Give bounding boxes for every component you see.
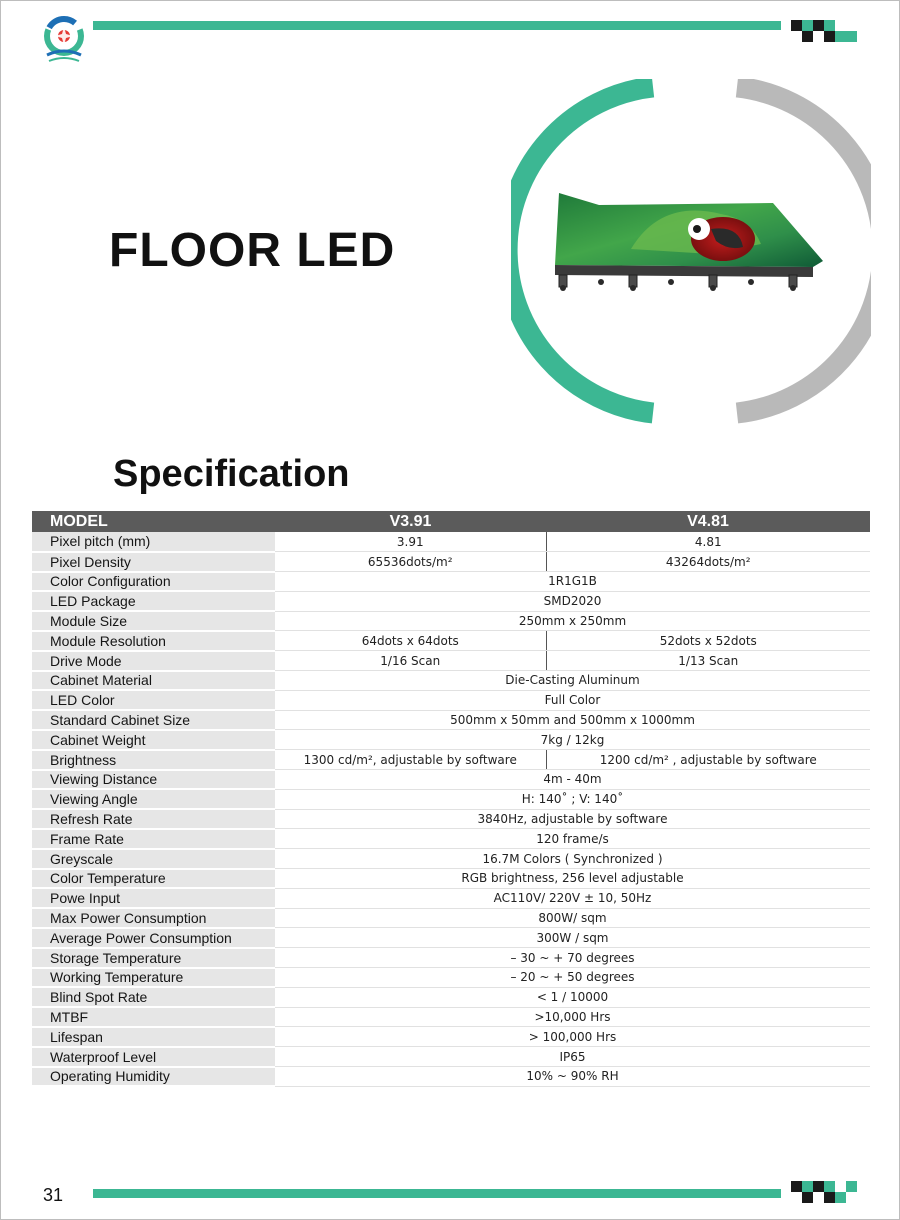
spec-label: Viewing Angle xyxy=(32,789,275,809)
spec-label: Frame Rate xyxy=(32,829,275,849)
table-row xyxy=(32,631,870,651)
table-header-row xyxy=(32,511,870,532)
table-row xyxy=(32,690,870,710)
footer-accent-bar xyxy=(93,1189,781,1198)
spec-label: Refresh Rate xyxy=(32,809,275,829)
spec-value: 800W/ sqm xyxy=(275,908,870,928)
spec-value: H: 140˚ ; V: 140˚ xyxy=(275,789,870,809)
spec-label: Greyscale xyxy=(32,849,275,869)
spec-label: Cabinet Weight xyxy=(32,730,275,750)
spec-value: >10,000 Hrs xyxy=(275,1007,870,1027)
spec-value: 16.7M Colors ( Synchronized ) xyxy=(275,849,870,869)
spec-value: Die-Casting Aluminum xyxy=(275,671,870,691)
spec-label: Color Configuration xyxy=(32,572,275,592)
spec-label: Pixel pitch (mm) xyxy=(32,532,275,552)
spec-label: Module Size xyxy=(32,611,275,631)
table-row xyxy=(32,1027,870,1047)
header-model: MODEL xyxy=(32,511,275,532)
spec-value-v391: 64dots x 64dots xyxy=(275,631,546,651)
spec-value-v481: 52dots x 52dots xyxy=(546,631,870,651)
spec-value: 10% ~ 90% RH xyxy=(275,1067,870,1087)
spec-value: SMD2020 xyxy=(275,591,870,611)
product-hero-illustration xyxy=(511,79,871,424)
table-row xyxy=(32,1007,870,1027)
spec-value: 3840Hz, adjustable by software xyxy=(275,809,870,829)
spec-value: AC110V/ 220V ± 10, 50Hz xyxy=(275,888,870,908)
table-row xyxy=(32,532,870,552)
spec-value-v391: 1300 cd/m², adjustable by software xyxy=(275,750,546,770)
spec-value: 120 frame/s xyxy=(275,829,870,849)
spec-label: LED Color xyxy=(32,690,275,710)
table-row xyxy=(32,710,870,730)
spec-label: Color Temperature xyxy=(32,869,275,889)
spec-label: Operating Humidity xyxy=(32,1067,275,1087)
spec-value: 300W / sqm xyxy=(275,928,870,948)
table-row xyxy=(32,829,870,849)
spec-value: Full Color xyxy=(275,690,870,710)
spec-value: IP65 xyxy=(275,1047,870,1067)
spec-value-v481: 43264dots/m² xyxy=(546,552,870,572)
table-row xyxy=(32,1067,870,1087)
spec-value-v481: 1200 cd/m² , adjustable by software xyxy=(546,750,870,770)
table-row xyxy=(32,611,870,631)
spec-label: MTBF xyxy=(32,1007,275,1027)
table-row xyxy=(32,948,870,968)
spec-label: Working Temperature xyxy=(32,968,275,988)
table-row xyxy=(32,671,870,691)
table-row xyxy=(32,809,870,829)
spec-value-v481: 1/13 Scan xyxy=(546,651,870,671)
spec-label: LED Package xyxy=(32,591,275,611)
header-v481: V4.81 xyxy=(546,511,870,532)
header-accent-bar xyxy=(93,21,781,30)
spec-label: Module Resolution xyxy=(32,631,275,651)
product-title: FLOOR LED xyxy=(109,224,396,277)
spec-label: Standard Cabinet Size xyxy=(32,710,275,730)
spec-value-v391: 1/16 Scan xyxy=(275,651,546,671)
spec-label: Brightness xyxy=(32,750,275,770)
header-v391: V3.91 xyxy=(275,511,546,532)
spec-label: Pixel Density xyxy=(32,552,275,572)
spec-label: Cabinet Material xyxy=(32,671,275,691)
table-row xyxy=(32,888,870,908)
spec-value: – 30 ~ + 70 degrees xyxy=(275,948,870,968)
page-number: 31 xyxy=(43,1185,64,1205)
spec-label: Blind Spot Rate xyxy=(32,987,275,1007)
spec-value: > 100,000 Hrs xyxy=(275,1027,870,1047)
spec-value-v481: 4.81 xyxy=(546,532,870,552)
table-row xyxy=(32,869,870,889)
table-row xyxy=(32,572,870,592)
spec-label: Lifespan xyxy=(32,1027,275,1047)
spec-value: 250mm x 250mm xyxy=(275,611,870,631)
table-row xyxy=(32,849,870,869)
spec-value: – 20 ~ + 50 degrees xyxy=(275,968,870,988)
spec-label: Powe Input xyxy=(32,888,275,908)
company-logo-icon xyxy=(41,15,87,73)
specification-heading: Specification xyxy=(113,453,350,495)
table-row xyxy=(32,968,870,988)
specification-table xyxy=(32,511,870,1087)
table-row xyxy=(32,730,870,750)
table-row xyxy=(32,591,870,611)
table-row xyxy=(32,552,870,572)
footer-checker-decoration xyxy=(791,1181,857,1203)
table-row xyxy=(32,987,870,1007)
table-row xyxy=(32,770,870,790)
spec-label: Drive Mode xyxy=(32,651,275,671)
table-row xyxy=(32,651,870,671)
table-row xyxy=(32,908,870,928)
spec-value: RGB brightness, 256 level adjustable xyxy=(275,869,870,889)
spec-value-v391: 65536dots/m² xyxy=(275,552,546,572)
table-row xyxy=(32,1047,870,1067)
spec-label: Max Power Consumption xyxy=(32,908,275,928)
spec-label: Average Power Consumption xyxy=(32,928,275,948)
table-row xyxy=(32,750,870,770)
header-checker-decoration xyxy=(791,20,857,42)
spec-label: Storage Temperature xyxy=(32,948,275,968)
spec-value: 1R1G1B xyxy=(275,572,870,592)
table-row xyxy=(32,789,870,809)
spec-label: Waterproof Level xyxy=(32,1047,275,1067)
spec-value-v391: 3.91 xyxy=(275,532,546,552)
spec-value: 500mm x 50mm and 500mm x 1000mm xyxy=(275,710,870,730)
spec-value: 4m - 40m xyxy=(275,770,870,790)
spec-value: < 1 / 10000 xyxy=(275,987,870,1007)
spec-label: Viewing Distance xyxy=(32,770,275,790)
spec-value: 7kg / 12kg xyxy=(275,730,870,750)
table-row xyxy=(32,928,870,948)
